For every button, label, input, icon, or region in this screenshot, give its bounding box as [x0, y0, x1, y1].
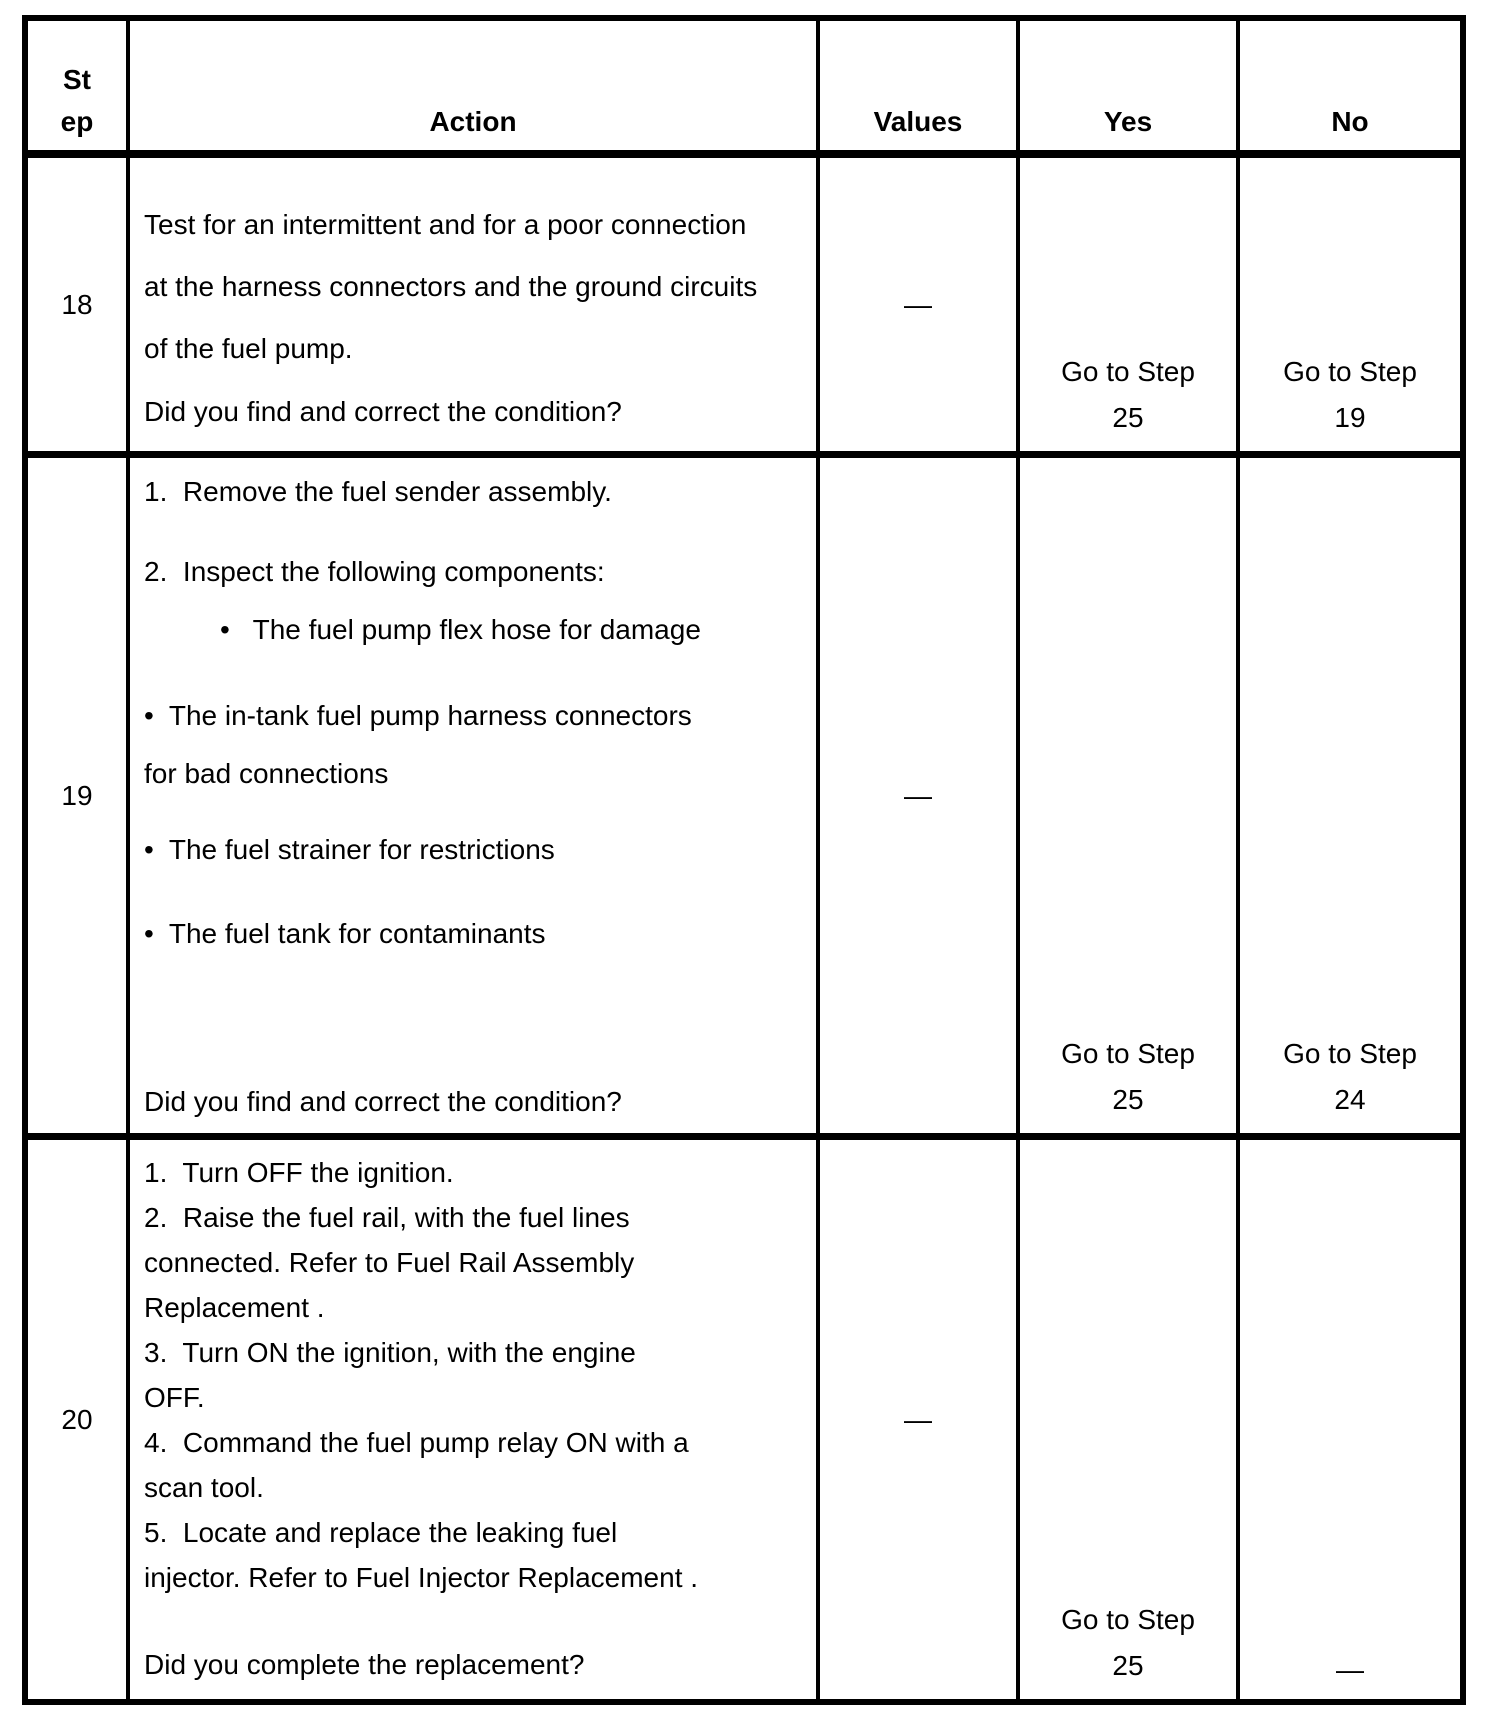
- action-text-line: of the fuel pump.: [144, 333, 353, 364]
- action-text-line: injector. Refer to Fuel Injector Replacement .: [144, 1562, 699, 1593]
- header-yes: Yes: [1020, 21, 1240, 158]
- header-step-line1: St: [63, 64, 91, 95]
- yes-cell-20: [1020, 1140, 1240, 1699]
- action-text-line: Replacement .: [144, 1292, 325, 1323]
- action-bullet-item: • The fuel tank for contaminants: [144, 918, 546, 949]
- header-no: No: [1240, 21, 1460, 158]
- action-question: Did you complete the replacement?: [144, 1649, 585, 1680]
- no-cell-19: [1240, 458, 1460, 1140]
- goto-step-text: Go to Step: [1283, 356, 1417, 387]
- action-numbered-item: 2. Inspect the following components:: [144, 556, 605, 587]
- goto-step-number: 24: [1334, 1084, 1366, 1115]
- action-cell-19: [130, 458, 820, 1140]
- values-cell-20: [820, 1140, 1020, 1699]
- goto-step-number: 19: [1334, 402, 1366, 433]
- goto-step-number: 25: [1112, 402, 1144, 433]
- yes-cell-18: [1020, 158, 1240, 458]
- header-values: Values: [820, 21, 1020, 158]
- em-dash: —: [1336, 1654, 1364, 1685]
- action-numbered-item: 1. Remove the fuel sender assembly.: [144, 476, 612, 507]
- header-step-line2: ep: [60, 106, 94, 137]
- action-numbered-item: 4. Command the fuel pump relay ON with a: [144, 1427, 689, 1458]
- no-cell-20: [1240, 1140, 1460, 1699]
- header-step: [28, 21, 130, 158]
- em-dash: —: [904, 779, 932, 811]
- em-dash: —: [904, 1403, 932, 1435]
- em-dash: —: [904, 288, 932, 320]
- header-action: Action: [130, 21, 820, 158]
- step-number-20: 20: [28, 1140, 130, 1699]
- action-numbered-item: 3. Turn ON the ignition, with the engine: [144, 1337, 636, 1368]
- action-numbered-item: 2. Raise the fuel rail, with the fuel lines: [144, 1202, 630, 1233]
- action-text-line: connected. Refer to Fuel Rail Assembly: [144, 1247, 635, 1278]
- action-text-line: at the harness connectors and the ground circuits: [144, 271, 758, 302]
- no-cell-18: [1240, 158, 1460, 458]
- values-cell-19: [820, 458, 1020, 1140]
- values-cell-18: [820, 158, 1020, 458]
- action-text-line: Test for an intermittent and for a poor connection: [144, 209, 747, 240]
- goto-step-text: Go to Step: [1061, 1038, 1195, 1069]
- action-text-line: scan tool.: [144, 1472, 264, 1503]
- action-question: Did you find and correct the condition?: [144, 396, 622, 427]
- diagnostic-table: [22, 15, 1466, 1705]
- goto-step-text: Go to Step: [1061, 1604, 1195, 1635]
- action-question: Did you find and correct the condition?: [144, 1086, 622, 1117]
- action-bullet-item: • The fuel strainer for restrictions: [144, 834, 555, 865]
- action-bullet-item: • The in-tank fuel pump harness connectors: [144, 700, 692, 731]
- goto-step-number: 25: [1112, 1084, 1144, 1115]
- action-numbered-item: 1. Turn OFF the ignition.: [144, 1157, 454, 1188]
- action-numbered-item: 5. Locate and replace the leaking fuel: [144, 1517, 618, 1548]
- action-bullet-item: • The fuel pump flex hose for damage: [220, 614, 701, 645]
- action-text-line: OFF.: [144, 1382, 205, 1413]
- yes-cell-19: [1020, 458, 1240, 1140]
- step-number-19: 19: [28, 458, 130, 1140]
- goto-step-text: Go to Step: [1283, 1038, 1417, 1069]
- action-cell-20: [130, 1140, 820, 1699]
- goto-step-text: Go to Step: [1061, 356, 1195, 387]
- action-text-line: for bad connections: [144, 758, 389, 789]
- step-number-18: 18: [28, 158, 130, 458]
- goto-step-number: 25: [1112, 1650, 1144, 1681]
- action-cell-18: [130, 158, 820, 458]
